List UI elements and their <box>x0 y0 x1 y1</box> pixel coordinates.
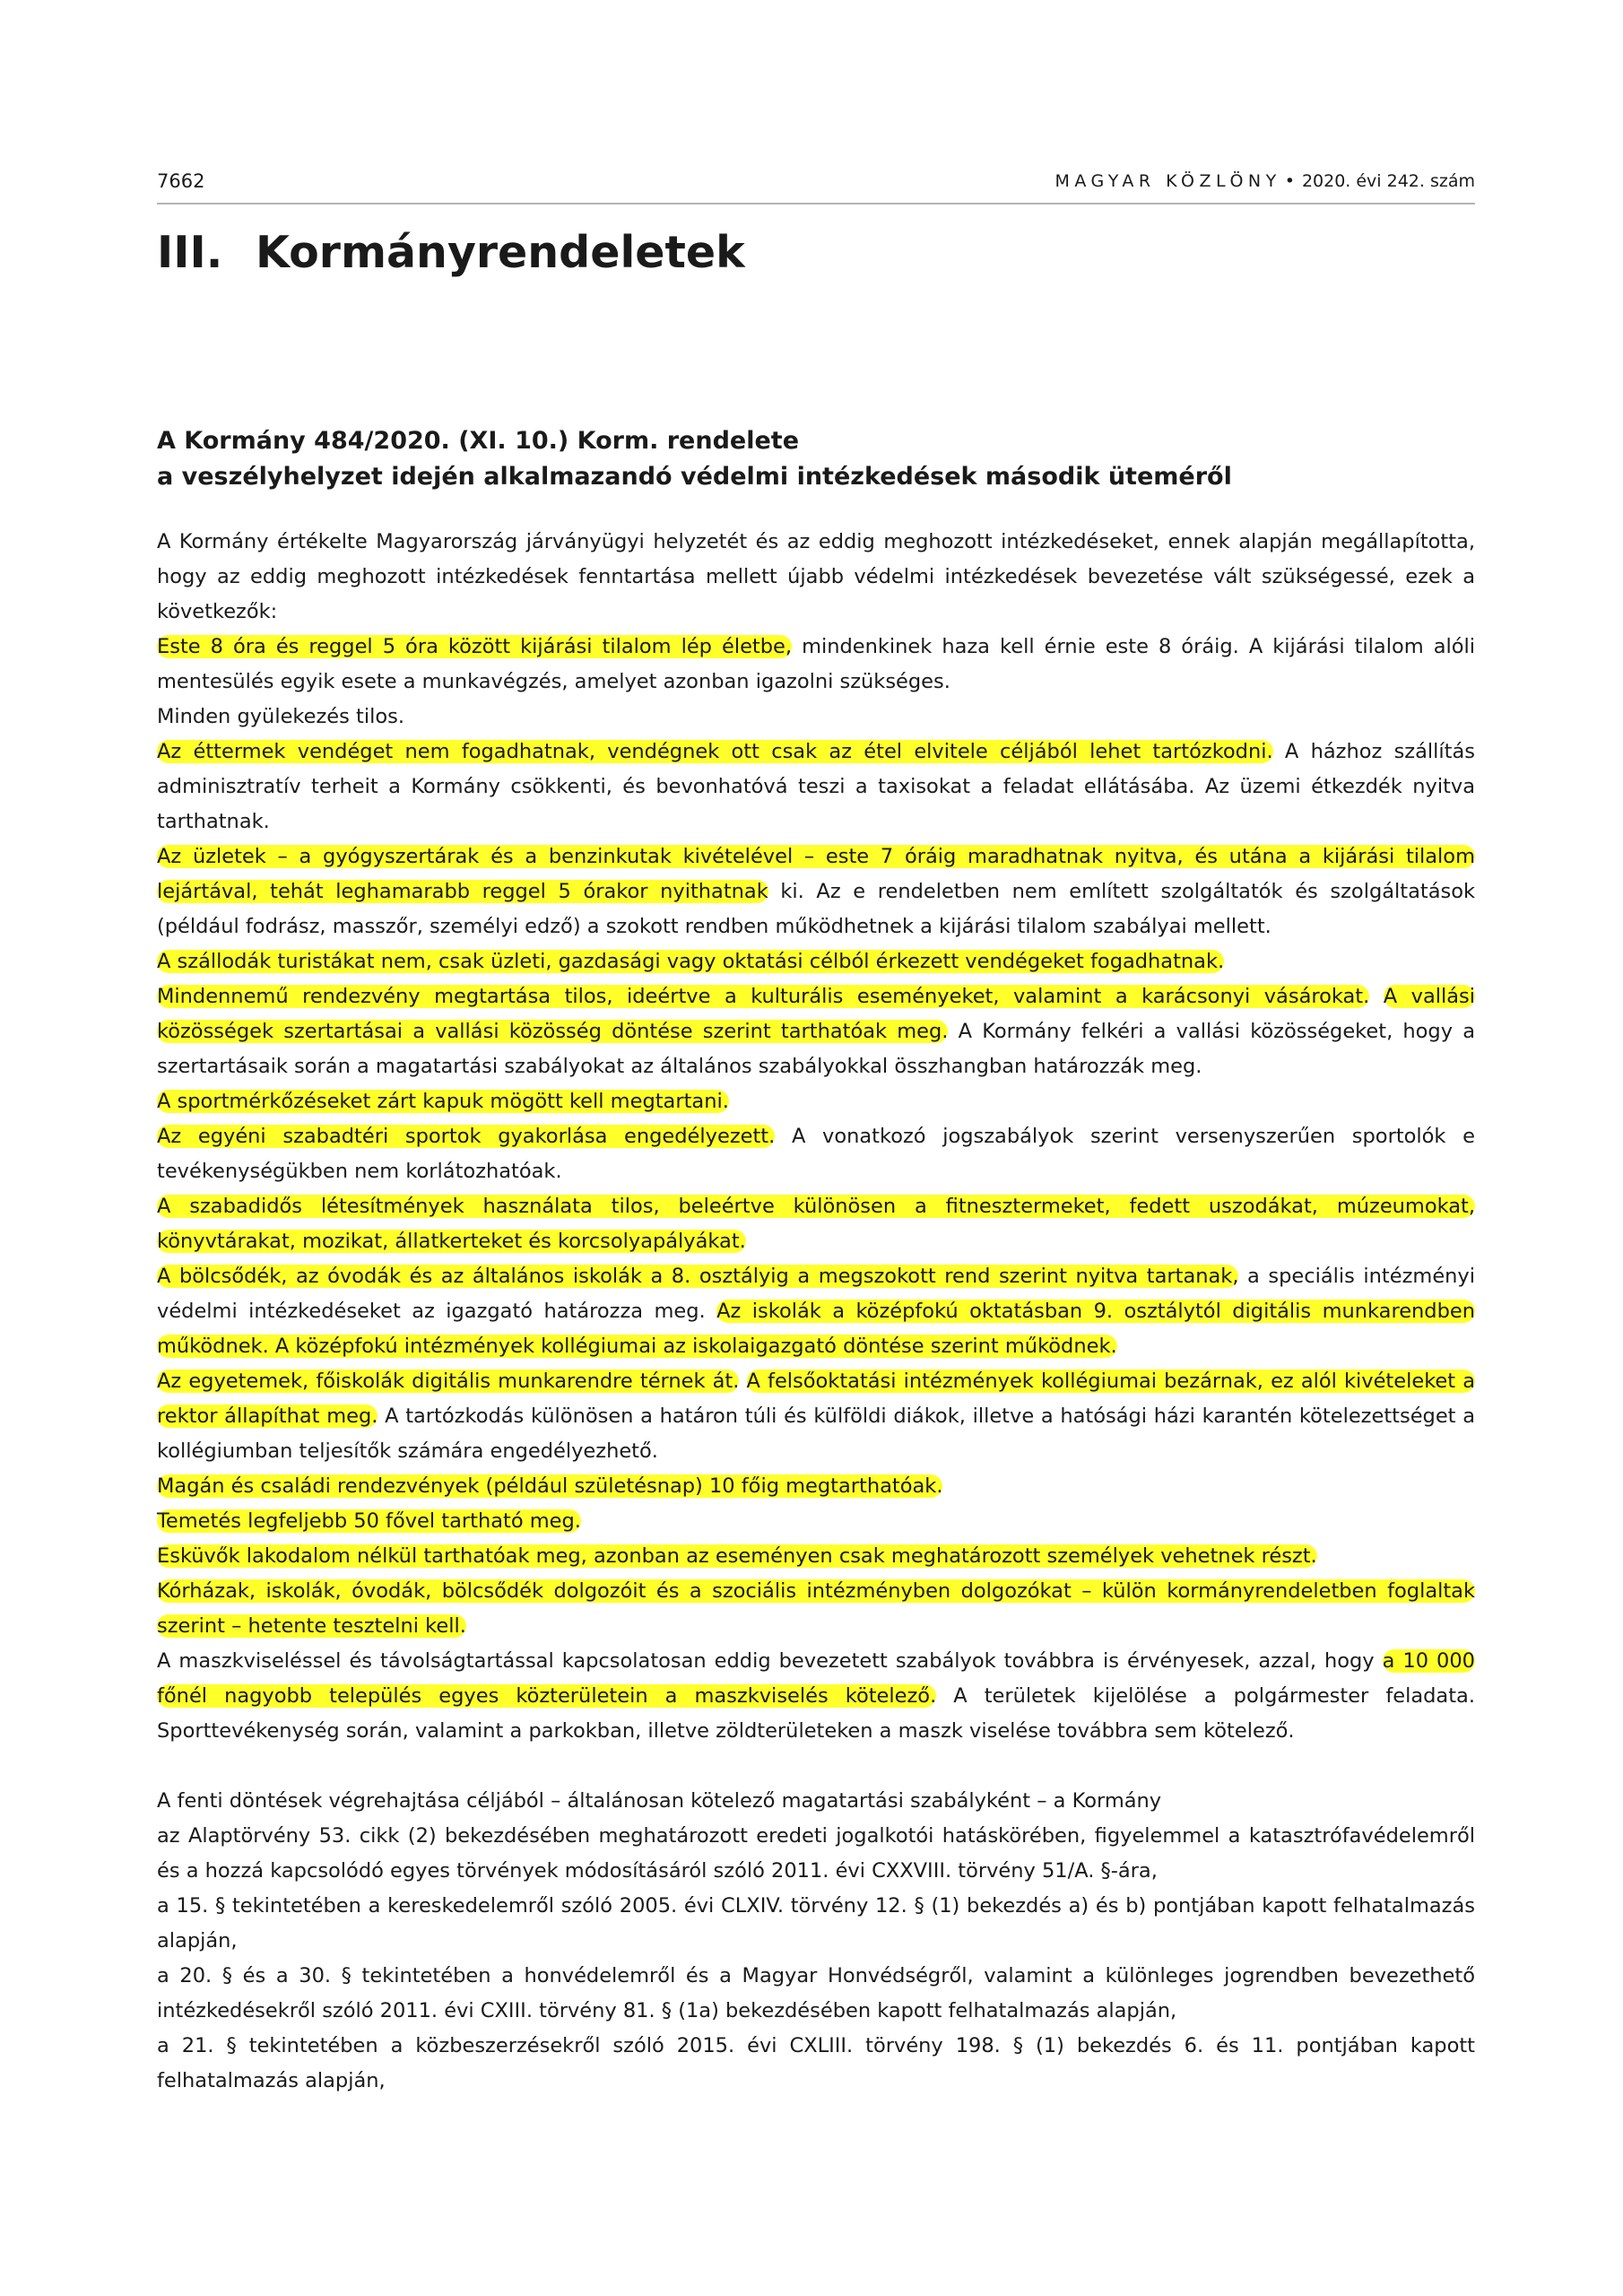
highlighted-text: A bölcsődék, az óvodák és az általános iskolák a 8. osztályig a megszokott rend szerint nyitva tartanak, <box>157 1265 1239 1288</box>
legal-basis-line: a 21. § tekintetében a közbeszerzésekről szóló 2015. évi CXLIII. törvény 198. § (1) bekezdés 6. és 11. pontjában kapott felhatalmazás alapján, <box>157 2034 1475 2092</box>
paragraph-text: mindenkinek haza kell érnie este 8 óráig. A kijárási tilalom alóli mentesülés egyik esete a munkavégzés, amelyet azonban igazolni szükséges. <box>157 635 1475 693</box>
paragraph-text: A Kormány felkéri a vallási közösségeket, hogy a szertartásaik során a magatartási szabályokat az általános szabályokkal összhangban határozzák meg. <box>157 1020 1475 1078</box>
section-roman-numeral: III. <box>157 227 223 278</box>
decree-body <box>157 525 1475 2099</box>
highlighted-text: a 10 000 főnél nagyobb település egyes közterületein a maszkviselés kötelező. <box>157 1649 1475 1708</box>
highlighted-text: Az éttermek vendéget nem fogadhatnak, vendégnek ott csak az étel elvitele céljából lehet tartózkodni. <box>157 740 1273 763</box>
paragraph-text: A maszkviseléssel és távolságtartással kapcsolatosan eddig bevezetett szabályok továbbra is érvényesek, azzal, hogy <box>157 1649 1383 1673</box>
highlighted-text: Kórházak, iskolák, óvodák, bölcsődék dolgozóit és a szociális intézményben dolgozókat – külön kormányrendeletben foglaltak szerint – hetente tesztelni kell. <box>157 1579 1475 1638</box>
paragraph-text: A házhoz szállítás adminisztratív terheit a Kormány csökkenti, és bevonhatóvá teszi a taxisokat a feladat ellátásába. Az üzemi étkezdék nyitva tarthatnak. <box>157 740 1475 833</box>
legal-basis-line: a 20. § és a 30. § tekintetében a honvédelemről és a Magyar Honvédségről, valamint a különleges jogrendben bevezethető intézkedésekről szóló 2011. évi CXIII. törvény 81. § (1a) bekezdésében kapott felhatalmazás alapján, <box>157 1964 1475 2022</box>
paragraph-gap <box>157 1749 1475 1784</box>
paragraph-text <box>1369 985 1383 1008</box>
paragraph <box>157 944 1475 979</box>
decree-title-line-1: A Kormány 484/2020. (XI. 10.) Korm. rendelete <box>157 427 800 455</box>
paragraph-text: A vonatkozó jogszabályok szerint versenyszerűen sportolók e tevékenységükben nem korlátozhatóak. <box>157 1125 1475 1183</box>
highlighted-text: Az egyéni szabadtéri sportok gyakorlása engedélyezett. <box>157 1125 776 1148</box>
paragraph-text: A tartózkodás különösen a határon túli és külföldi diákok, illetve a hatósági házi karantén kötelezettséget a kollégiumban teljesítők számára engedélyezhető. <box>157 1405 1475 1463</box>
section-name: Kormányrendeletek <box>256 227 745 278</box>
decree-title <box>157 423 1475 495</box>
paragraph <box>157 630 1475 700</box>
paragraph <box>157 1364 1475 1469</box>
issue-label: 2020. évi 242. szám <box>1301 171 1475 191</box>
highlighted-text: A sportmérkőzéseket zárt kapuk mögött kell megtartani. <box>157 1090 729 1113</box>
highlighted-text: Este 8 óra és reggel 5 óra között kijárási tilalom lép életbe, <box>157 635 793 658</box>
paragraph <box>157 1574 1475 1644</box>
highlighted-text: Mindennemű rendezvény megtartása tilos, ideértve a kulturális eseményeket, valamint a karácsonyi vásárokat. <box>157 985 1370 1008</box>
paragraph <box>157 700 1475 735</box>
paragraph-text: a speciális intézményi védelmi intézkedéseket az igazgató határozza meg. <box>157 1265 1475 1323</box>
page-number: 7662 <box>157 170 205 192</box>
paragraph-text: A területek kijelölése a polgármester feladata. Sporttevékenység során, valamint a parkokban, illetve zöldterületeken a maszk viselése továbbra sem kötelező. <box>157 1684 1475 1743</box>
paragraph <box>157 1259 1475 1364</box>
paragraph <box>157 525 1475 630</box>
separator-dot: • <box>1284 171 1295 191</box>
highlighted-text: A felsőoktatási intézmények kollégiumai bezárnak, ez alól kivételeket a rektor állapíthat meg. <box>157 1370 1475 1428</box>
legal-basis-line: az Alaptörvény 53. cikk (2) bekezdésében meghatározott eredeti jogalkotói hatáskörében, figyelemmel a katasztrófavédelemről és a hozzá kapcsolódó egyes törvények módosításáról szóló 2011. évi CXXVIII. törvény 51/A. §-ára, <box>157 1824 1475 1883</box>
paragraph <box>157 1189 1475 1259</box>
highlighted-text: Temetés legfeljebb 50 fővel tartható meg. <box>157 1509 581 1533</box>
paragraph-text <box>739 1370 746 1393</box>
decree-title-line-2: a veszélyhelyzet idején alkalmazandó védelmi intézkedések második üteméről <box>157 463 1232 491</box>
paragraph <box>157 1539 1475 1574</box>
paragraph <box>157 1644 1475 1749</box>
legal-basis <box>157 1784 1475 2099</box>
legal-basis-line: A fenti döntések végrehajtása céljából – általánosan kötelező magatartási szabályként – a Kormány <box>157 1789 1162 1813</box>
paragraph-text: ki. Az e rendeletben nem említett szolgáltatók és szolgáltatások (például fodrász, masszőr, személyi edző) a szokott rendben működhetnek a kijárási tilalom szabályai mellett. <box>157 880 1476 938</box>
highlighted-text: Az egyetemek, főiskolák digitális munkarendre térnek át. <box>157 1370 740 1393</box>
paragraph-text: A Kormány értékelte Magyarország járványügyi helyzetét és az eddig meghozott intézkedéseket, ennek alapján megállapította, hogy az eddig meghozott intézkedések fenntartása mellett újabb védelmi intézkedések bevezetése vált szükségessé, ezek a következők: <box>157 530 1475 623</box>
highlighted-text: A szabadidős létesítmények használata tilos, beleértve különösen a fitnesztermeket, fedett uszodákat, múzeumokat, könyvtárakat, mozikat, állatkerteket és korcsolyapályákat. <box>157 1195 1475 1253</box>
paragraph <box>157 1119 1475 1189</box>
paragraph <box>157 979 1475 1084</box>
highlighted-text: Esküvők lakodalom nélkül tarthatóak meg, azonban az eseményen csak meghatározott személyek vehetnek részt. <box>157 1544 1317 1568</box>
measures-list <box>157 525 1475 1749</box>
section-title <box>157 226 745 280</box>
paragraph <box>157 1504 1475 1539</box>
journal-info <box>1055 170 1475 192</box>
highlighted-text: Az üzletek – a gyógyszertárak és a benzinkutak kivételével – este 7 óráig maradhatnak nyitva, és utána a kijárási tilalom lejártával, tehát leghamarabb reggel 5 órakor nyithatnak <box>157 845 1475 903</box>
page-header <box>157 170 1475 204</box>
highlighted-text: Az iskolák a középfokú oktatásban 9. osztálytól digitális munkarendben működnek. A középfokú intézmények kollégiumai az iskolaigazgató döntése szerint működnek. <box>157 1300 1475 1358</box>
paragraph <box>157 735 1475 839</box>
paragraph-text: Minden gyülekezés tilos. <box>157 705 404 728</box>
highlighted-text: Magán és családi rendezvények (például születésnap) 10 főig megtarthatóak. <box>157 1474 943 1498</box>
journal-name: MAGYAR KÖZLÖNY <box>1055 171 1281 191</box>
paragraph <box>157 1469 1475 1504</box>
paragraph <box>157 1084 1475 1119</box>
highlighted-text: A vallási közösségek szertartásai a vallási közösség döntése szerint tarthatóak meg. <box>157 985 1476 1043</box>
highlighted-text: A szállodák turistákat nem, csak üzleti, gazdasági vagy oktatási célból érkezett vendégeket fogadhatnak. <box>157 950 1225 973</box>
legal-basis-line: a 15. § tekintetében a kereskedelemről szóló 2005. évi CLXIV. törvény 12. § (1) bekezdés a) és b) pontjában kapott felhatalmazás alapján, <box>157 1894 1475 1952</box>
paragraph <box>157 839 1475 944</box>
